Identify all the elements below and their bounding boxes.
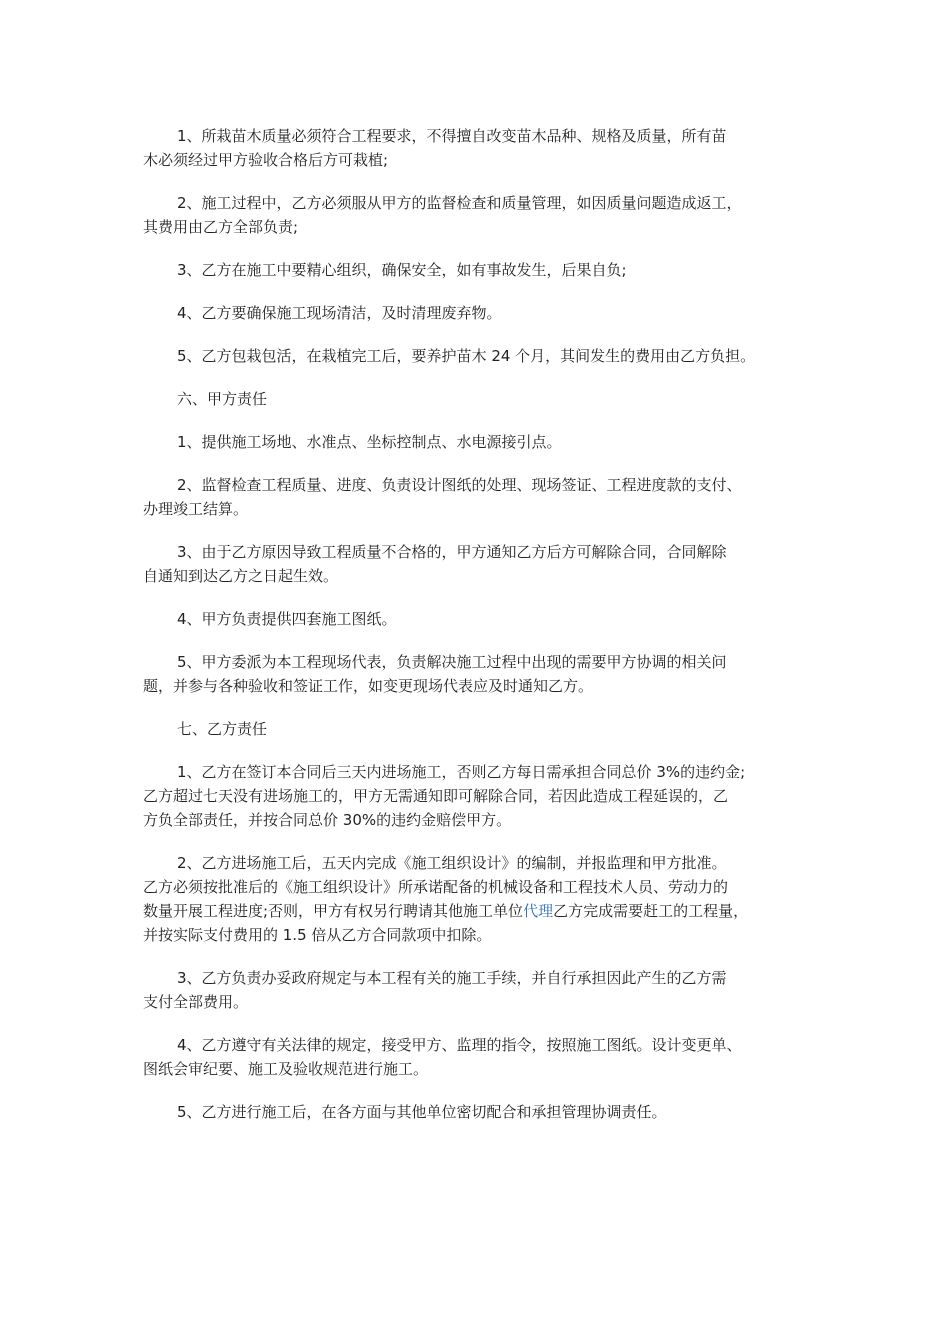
text-line: 其费用由乙方全部负责; xyxy=(143,218,299,236)
text-line: 题，并参与各种验收和签证工作，如变更现场代表应及时通知乙方。 xyxy=(143,677,594,695)
text-line: 图纸会审纪要、施工及验收规范进行施工。 xyxy=(143,1060,429,1078)
text-line: 并按实际支付费用的 1.5 倍从乙方合同款项中扣除。 xyxy=(143,926,492,944)
text-line: 支付全部费用。 xyxy=(143,993,249,1011)
clause-paragraph xyxy=(143,540,819,588)
clause-paragraph xyxy=(143,191,819,239)
clause-paragraph xyxy=(143,124,819,172)
text-line: 3、乙方负责办妥政府规定与本工程有关的施工手续，并自行承担因此产生的乙方需 xyxy=(177,969,727,987)
clause-paragraph xyxy=(143,258,819,282)
text-line: 六、甲方责任 xyxy=(177,390,268,408)
text-line: 3、由于乙方原因导致工程质量不合格的，甲方通知乙方后方可解除合同，合同解除 xyxy=(177,543,727,561)
text-line: 办理竣工结算。 xyxy=(143,500,249,518)
text-line: 乙方超过七天没有进场施工的，甲方无需通知即可解除合同，若因此造成工程延误的，乙 xyxy=(143,787,729,805)
text-line: 2、施工过程中，乙方必须服从甲方的监督检查和质量管理，如因质量问题造成返工， xyxy=(177,194,742,212)
clause-paragraph xyxy=(143,473,819,521)
clause-paragraph xyxy=(143,607,819,631)
clause-paragraph xyxy=(143,966,819,1014)
section-heading xyxy=(143,717,819,741)
clause-paragraph xyxy=(143,344,819,368)
text-line: 5、乙方包栽包活，在栽植完工后，要养护苗木 24 个月，其间发生的费用由乙方负担。 xyxy=(177,347,756,365)
clause-paragraph xyxy=(143,851,819,947)
text-line: 乙方必须按批准后的《施工组织设计》所承诺配备的机械设备和工程技术人员、劳动力的 xyxy=(143,878,729,896)
text-line: 1、乙方在签订本合同后三天内进场施工，否则乙方每日需承担合同总价 3%的违约金; xyxy=(177,763,746,781)
text-line: 1、所栽苗木质量必须符合工程要求，不得擅自改变苗木品种、规格及质量，所有苗 xyxy=(177,127,727,145)
text-line: 方负全部责任，并按合同总价 30%的违约金赔偿甲方。 xyxy=(143,811,512,829)
text-line: 5、甲方委派为本工程现场代表，负责解决施工过程中出现的需要甲方协调的相关问 xyxy=(177,653,727,671)
clause-paragraph xyxy=(143,301,819,325)
proxy-link[interactable]: 代理 xyxy=(523,902,554,920)
text-line: 1、提供施工场地、水准点、坐标控制点、水电源接引点。 xyxy=(177,433,562,451)
clause-paragraph xyxy=(143,1100,819,1124)
section-heading xyxy=(143,387,819,411)
text-line: 5、乙方进行施工后，在各方面与其他单位密切配合和承担管理协调责任。 xyxy=(177,1103,667,1121)
clause-paragraph xyxy=(143,650,819,698)
text-line: 3、乙方在施工中要精心组织，确保安全，如有事故发生，后果自负; xyxy=(177,261,627,279)
text-run: 乙方完成需要赶工的工程量， xyxy=(553,902,749,920)
text-line: 4、乙方遵守有关法律的规定，接受甲方、监理的指令，按照施工图纸。设计变更单、 xyxy=(177,1036,742,1054)
text-line xyxy=(109,899,819,923)
text-line: 自通知到达乙方之日起生效。 xyxy=(143,567,339,585)
clause-paragraph xyxy=(143,430,819,454)
text-line: 2、乙方进场施工后，五天内完成《施工组织设计》的编制，并报监理和甲方批准。 xyxy=(177,854,727,872)
text-line: 4、甲方负责提供四套施工图纸。 xyxy=(177,610,397,628)
text-run: 数量开展工程进度;否则，甲方有权另行聘请其他施工单位 xyxy=(143,902,524,920)
clause-paragraph xyxy=(143,1033,819,1081)
clause-paragraph xyxy=(143,760,819,832)
text-line: 七、乙方责任 xyxy=(177,720,268,738)
text-line: 2、监督检查工程质量、进度、负责设计图纸的处理、现场签证、工程进度款的支付、 xyxy=(177,476,742,494)
document-body xyxy=(143,124,819,1143)
text-line: 4、乙方要确保施工现场清洁，及时清理废弃物。 xyxy=(177,304,502,322)
text-line: 木必须经过甲方验收合格后方可栽植; xyxy=(143,151,389,169)
